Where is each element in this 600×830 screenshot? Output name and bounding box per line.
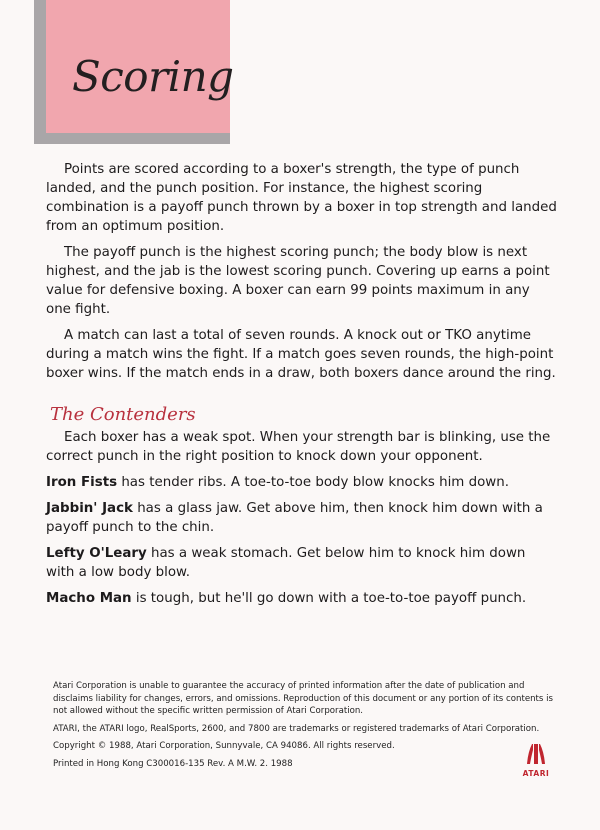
disclaimer-text: Atari Corporation is unable to guarantee the accuracy of printed information after the date of publication and disclaims liability for changes, errors, and omissions. Reproduction of this document or any portion of its contents is not allowed without the specific written permission of Atari Corporation. xyxy=(53,681,553,716)
boxer-description: has a glass jaw. Get above him, then knock him down with a payoff punch to the chin. xyxy=(46,501,543,535)
paragraph: The payoff punch is the highest scoring punch; the body blow is next highest, and the jab is the lowest scoring punch. Covering up earns a point value for defensive boxing. A boxer can earn 99 points maximum in any one fight. xyxy=(46,245,550,317)
main-content xyxy=(46,160,558,615)
boxer-name: Macho Man xyxy=(46,591,132,606)
boxer-entry xyxy=(46,589,558,608)
boxer-entry xyxy=(46,473,558,492)
atari-wordmark: ATARI xyxy=(522,769,550,778)
boxer-description: is tough, but he'll go down with a toe-to-toe payoff punch. xyxy=(131,591,527,606)
trademark-text: ATARI, the ATARI logo, RealSports, 2600, and 7800 are trademarks or registered trademarks of Atari Corporation. xyxy=(53,723,540,734)
boxer-name: Jabbin' Jack xyxy=(46,501,133,516)
boxer-entry xyxy=(46,499,558,537)
page-title: Scoring xyxy=(72,52,234,101)
paragraph: Points are scored according to a boxer's strength, the type of punch landed, and the punch position. For instance, the highest scoring combination is a payoff punch thrown by a boxer in top strength and landed from an optimum position. xyxy=(46,162,557,234)
boxer-entry xyxy=(46,544,558,582)
print-info-text: Printed in Hong Kong C300016-135 Rev. A M.W. 2. 1988 xyxy=(53,758,293,769)
boxer-description: has a weak stomach. Get below him to knock him down with a low body blow. xyxy=(46,546,526,580)
boxer-name: Lefty O'Leary xyxy=(46,546,147,561)
atari-fuji-icon xyxy=(525,744,547,764)
boxer-name: Iron Fists xyxy=(46,475,118,490)
legal-footer xyxy=(53,680,553,775)
atari-logo xyxy=(516,744,556,784)
contenders-intro: Each boxer has a weak spot. When your strength bar is blinking, use the correct punch in the right position to knock down your opponent. xyxy=(46,430,551,464)
boxer-description: has tender ribs. A toe-to-toe body blow knocks him down. xyxy=(117,475,510,490)
section-heading-contenders: The Contenders xyxy=(50,404,196,425)
paragraph: A match can last a total of seven rounds. A knock out or TKO anytime during a match wins the fight. If a match goes seven rounds, the high-point boxer wins. If the match ends in a draw, both boxers dance around the ring. xyxy=(46,328,556,381)
copyright-text: Copyright © 1988, Atari Corporation, Sunnyvale, CA 94086. All rights reserved. xyxy=(53,741,395,751)
